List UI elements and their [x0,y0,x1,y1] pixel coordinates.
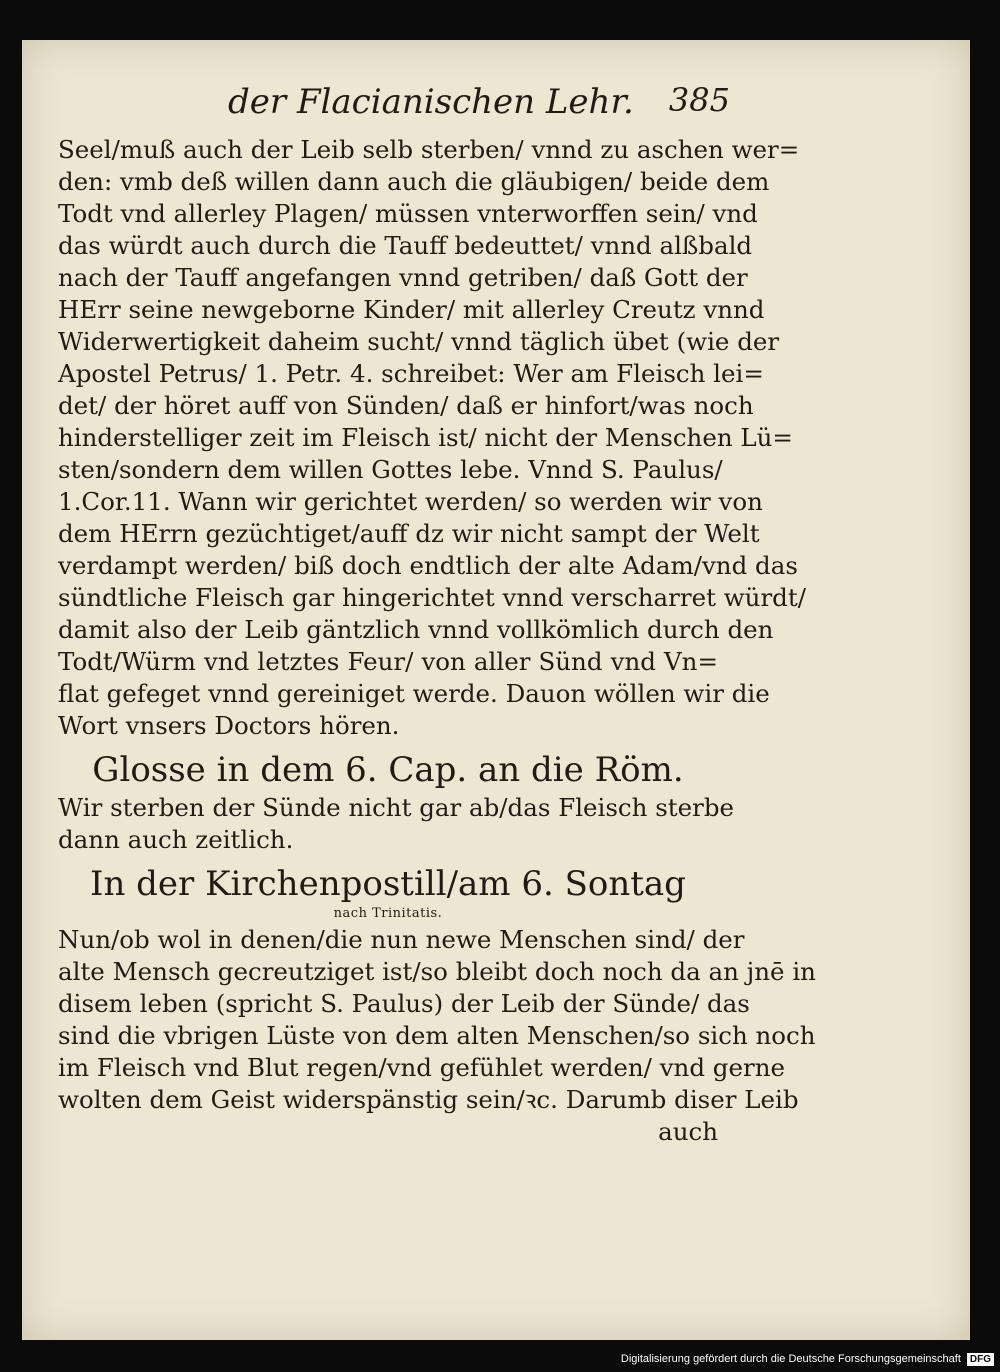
text-line: 1.Cor.11. Wann wir gerichtet werden/ so werden wir von [58,487,763,516]
text-line: sind die vbrigen Lüste von dem alten Menschen/so sich noch [58,1021,816,1050]
text-line: Wort vnsers Doctors hören. [58,711,400,740]
text-line: sten/sondern dem willen Gottes lebe. Vnnd S. Paulus/ [58,455,723,484]
section-heading: Glosse in dem 6. Cap. an die Röm. [92,750,684,790]
text-line: disem leben (spricht S. Paulus) der Leib der Sünde/ das [58,989,750,1018]
text-line: im Fleisch vnd Blut regen/vnd gefühlet werden/ vnd gerne [58,1053,785,1082]
text-line: alte Mensch gecreutziget ist/so bleibt doch noch da an jnē in [58,957,816,986]
dfg-logo: DFG [967,1353,994,1366]
page-text-block [58,78,816,1148]
paragraph-1 [58,134,806,742]
text-line: hinderstelliger zeit im Fleisch ist/ nicht der Menschen Lü= [58,423,793,452]
text-line: den: vmb deß willen dann auch die gläubigen/ beide dem [58,167,770,196]
book-page [22,40,970,1340]
text-line: verdampt werden/ biß doch endtlich der alte Adam/vnd das [58,551,798,580]
text-line: dem HErrn gezüchtiget/auff dz wir nicht sampt der Welt [58,519,760,548]
text-line: Widerwertigkeit daheim sucht/ vnnd täglich übet (wie der [58,327,780,356]
text-line: HErr seine newgeborne Kinder/ mit allerley Creutz vnnd [58,295,765,324]
text-line: wolten dem Geist widerspänstig sein/ꝛc. Darumb diser Leib [58,1085,799,1114]
text-line: Todt vnd allerley Plagen/ müssen vnterworffen sein/ vnd [58,199,758,228]
digitization-credit [621,1352,994,1366]
paragraph-3 [58,924,816,1116]
text-line: das würdt auch durch die Tauff bedeuttet/ vnnd alßbald [58,231,753,260]
text-line: Nun/ob wol in denen/die nun newe Menschen sind/ der [58,925,745,954]
text-line: Wir sterben der Sünde nicht gar ab/das Fleisch sterbe [58,793,735,822]
text-line: Seel/muß auch der Leib selb sterben/ vnnd zu aschen wer= [58,135,800,164]
running-head [58,78,730,124]
text-line: flat gefeget vnnd gereiniget werde. Dauon wöllen wir die [58,679,770,708]
text-line: nach der Tauff angefangen vnnd getriben/ daß Gott der [58,263,748,292]
text-line: sündtliche Fleisch gar hingerichtet vnnd verscharret würdt/ [58,583,806,612]
section-subheading: nach Trinitatis. [333,906,443,921]
text-line: Todt/Würm vnd letztes Feur/ von aller Sünd vnd Vn= [58,647,718,676]
text-line: dann auch zeitlich. [58,825,294,854]
text-line: det/ der höret auff von Sünden/ daß er hinfort/was noch [58,391,754,420]
catchword: auch [658,1117,718,1146]
section-heading: In der Kirchenpostill/am 6. Sontag [90,864,686,904]
running-title: der Flacianischen Lehr. [228,82,634,122]
page-number: 385 [668,81,730,119]
text-line: Apostel Petrus/ 1. Petr. 4. schreibet: Wer am Fleisch lei= [58,359,764,388]
paragraph-2 [58,792,735,856]
text-line: damit also der Leib gäntzlich vnnd vollkömlich durch den [58,615,774,644]
credit-text: Digitalisierung gefördert durch die Deutsche Forschungsgemeinschaft [620,1353,961,1365]
